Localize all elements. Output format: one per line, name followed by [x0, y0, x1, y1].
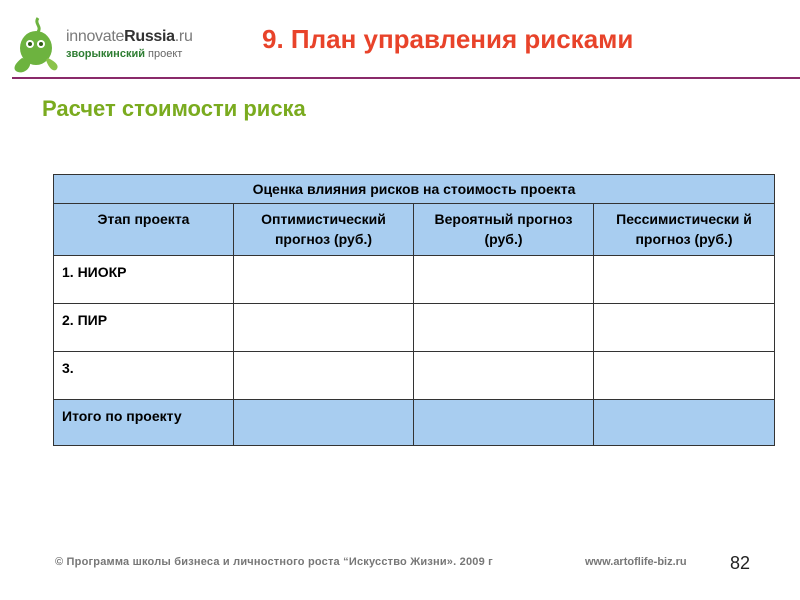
- section-subtitle: Расчет стоимости риска: [42, 96, 306, 121]
- column-header-optimistic: Оптимистический прогноз (руб.): [234, 204, 414, 256]
- slide-title: 9. План управления рисками: [262, 24, 634, 54]
- row-label-pir: 2. ПИР: [54, 304, 234, 352]
- header-divider: [12, 77, 800, 79]
- table-cell: [234, 400, 414, 446]
- row-label-3: 3.: [54, 352, 234, 400]
- table-cell: [594, 304, 775, 352]
- table-cell: [414, 304, 594, 352]
- page-number: 82: [730, 553, 751, 573]
- column-header-stage: Этап проекта: [54, 204, 234, 256]
- logo-icon: [8, 14, 64, 76]
- row-label-total: Итого по проекту: [54, 400, 234, 446]
- table-row: [54, 304, 775, 352]
- table-row-total: [54, 400, 775, 446]
- column-header-probable: Вероятный прогноз (руб.): [414, 204, 594, 256]
- table-caption: Оценка влияния рисков на стоимость проекта: [54, 175, 775, 204]
- logo-subtext: зворыкинский проект: [66, 48, 183, 60]
- table-cell: [594, 400, 775, 446]
- row-label-niokr: 1. НИОКР: [54, 256, 234, 304]
- table-cell: [414, 400, 594, 446]
- table-cell: [234, 352, 414, 400]
- logo: [8, 14, 228, 76]
- risk-cost-table: [53, 174, 775, 446]
- table-cell: [414, 256, 594, 304]
- table-cell: [594, 352, 775, 400]
- table-cell: [234, 256, 414, 304]
- table-cell: [414, 352, 594, 400]
- table-cell: [594, 256, 775, 304]
- table-row: [54, 352, 775, 400]
- logo-brand: innovateRussia.ru: [66, 28, 193, 45]
- column-header-pessimistic: Пессимистически й прогноз (руб.): [594, 204, 775, 256]
- footer-copyright: © Программа школы бизнеса и личностного роста “Искусство Жизни». 2009 г: [55, 556, 493, 568]
- footer-url: www.artoflife-biz.ru: [585, 556, 687, 568]
- table-row: [54, 256, 775, 304]
- table-cell: [234, 304, 414, 352]
